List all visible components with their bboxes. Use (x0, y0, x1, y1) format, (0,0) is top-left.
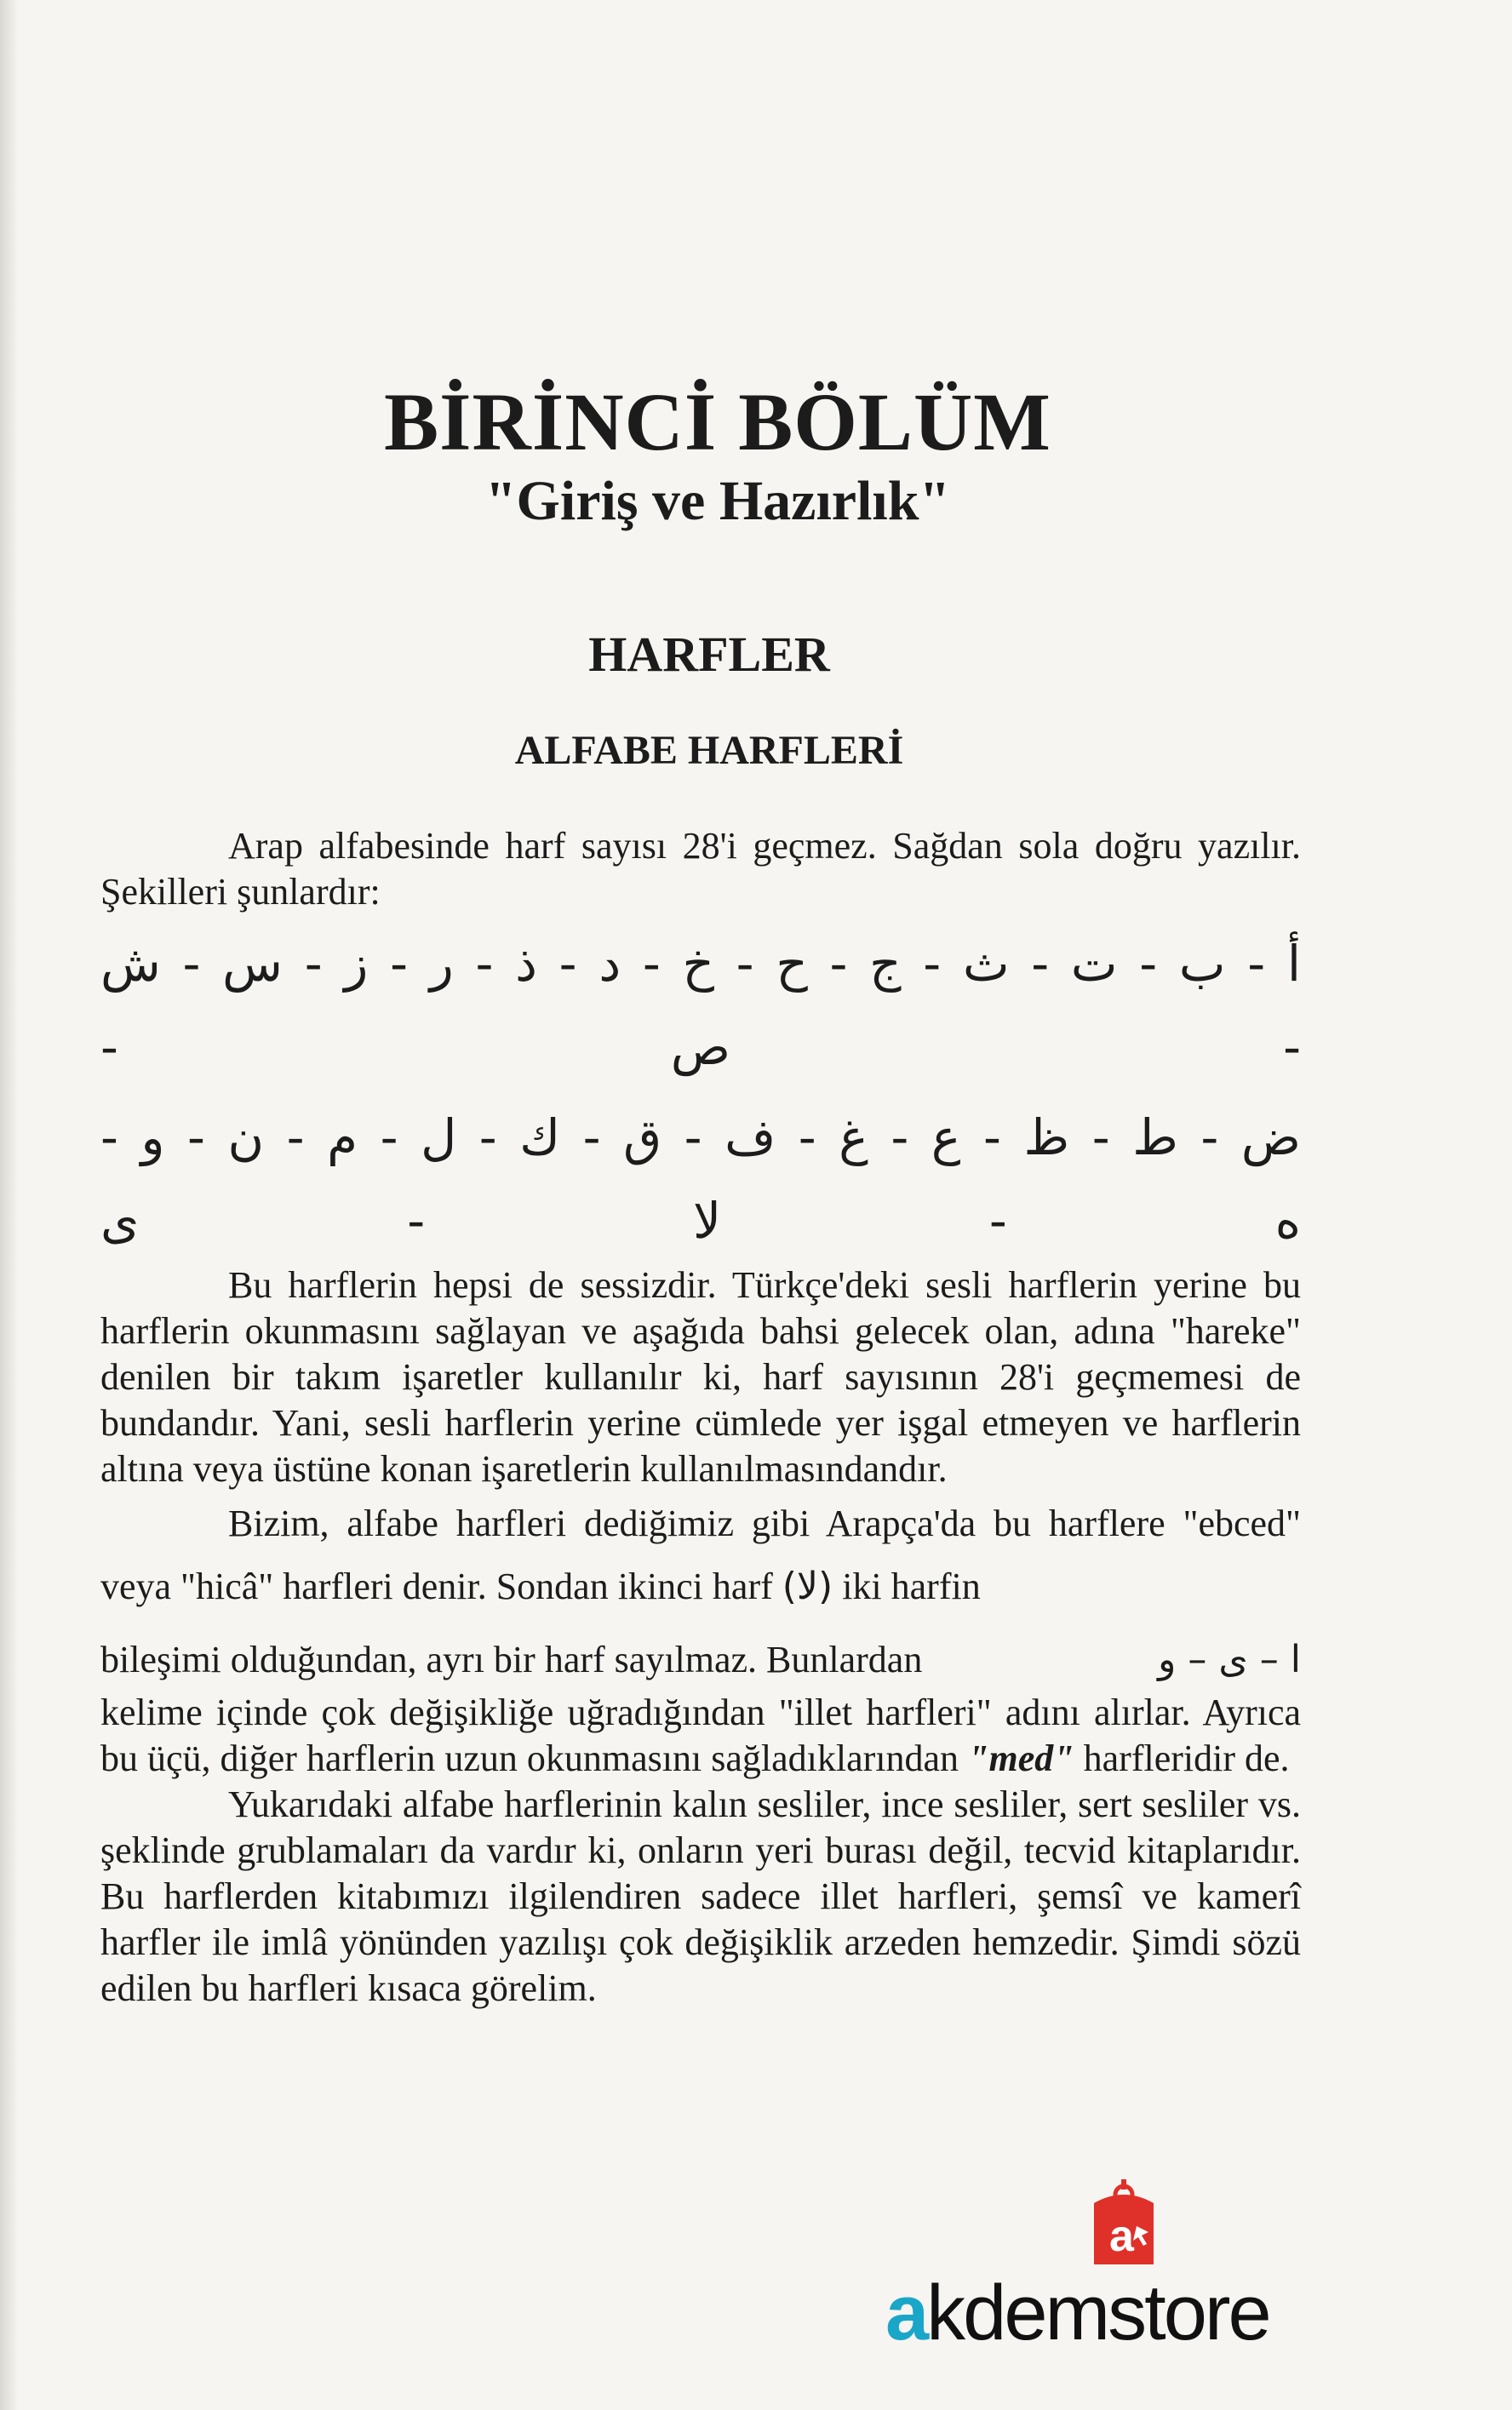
logo-mark-letter: a (1109, 2212, 1134, 2261)
paragraph-illet-line (100, 1630, 1301, 1690)
illet-text: bileşimi olduğundan, ayrı bir harf sayılmaz. Bunlardan (100, 1639, 923, 1680)
logo-wordmark (885, 2269, 1362, 2358)
book-cart-icon (1077, 2179, 1171, 2273)
lam-alif-glyph: (لا) (782, 1565, 833, 1608)
ebced-text-2: iki harfin (842, 1566, 981, 1607)
section-title: HARFLER (588, 627, 830, 682)
akdemstore-logo (885, 2179, 1362, 2384)
page-edge (0, 0, 19, 2410)
logo-rest: kdemstore (926, 2270, 1269, 2356)
page-content (100, 375, 1301, 2012)
logo-letter-a: a (885, 2270, 927, 2356)
paragraph-groups: Yukarıdaki alfabe harflerinin kalın sesliler, ince sesliler, sert sesliler vs. şeklinde grublamaları da vardır ki, onların yeri burası değil, tecvid kitaplarıdır. Bu harflerden kitabımızı ilgilendiren sadece illet harfleri, şemsî ve kamerî harfler ile imlâ yönünden yazılışı çok değişiklik arzeden hemzedir. Şimdi sözü edilen bu harfleri kısaca görelim. (100, 1783, 1301, 2009)
paragraph-illet-cont (100, 1690, 1301, 1782)
paragraph-hareke: Bu harflerin hepsi de sessizdir. Türkçe'deki sesli harflerin yerine bu harflerin okunmasını sağlayan ve aşağıda bahsi gelecek olan, adına "hareke" denilen bir takım işaretler kullanılır ki, harf sayısının 28'i geçmemesi de bundandır. Yani, sesli harflerin yerine cümlede yer işgal etmeyen ve harflerin altına veya üstüne konan işaretlerin kullanılmasındandır. (100, 1264, 1301, 1490)
illet-cont-text: kelime içinde çok değişikliğe uğradığından "illet harfleri" adını alırlar. Ayrıca bu üçü, diğer harflerin uzun okunmasını sağladıklarından (100, 1692, 1301, 1779)
illet-letters: ا – ى – و (1158, 1638, 1301, 1681)
paragraph-intro: Arap alfabesinde harf sayısı 28'i geçmez. Sağdan sola doğru yazılır. Şekilleri şunlardır: (100, 825, 1301, 913)
med-term: "med" (968, 1737, 1074, 1779)
subsection-title: ALFABE HARFLERİ (514, 728, 904, 773)
chapter-subtitle: "Giriş ve Hazırlık" (484, 470, 951, 532)
alphabet-row-2: ض - ط - ظ - ع - غ - ف - ق - ك - ل - م - ن - و - ه - لا - ى (100, 1108, 1301, 1250)
paragraph-ebced (100, 1492, 1301, 1618)
med-tail: harfleridir de. (1083, 1737, 1290, 1779)
ebced-text: Bizim, alfabe harfleri dediğimiz gibi Arapça'da bu harflere "ebced" veya "hicâ" harfleri denir. Sondan ikinci harf (100, 1503, 1301, 1607)
alphabet-row-1: أ - ب - ت - ث - ج - ح - خ - د - ذ - ر - ز - س - ش - ص - (100, 935, 1301, 1076)
chapter-title: BİRİNCİ BÖLÜM (384, 376, 1051, 467)
